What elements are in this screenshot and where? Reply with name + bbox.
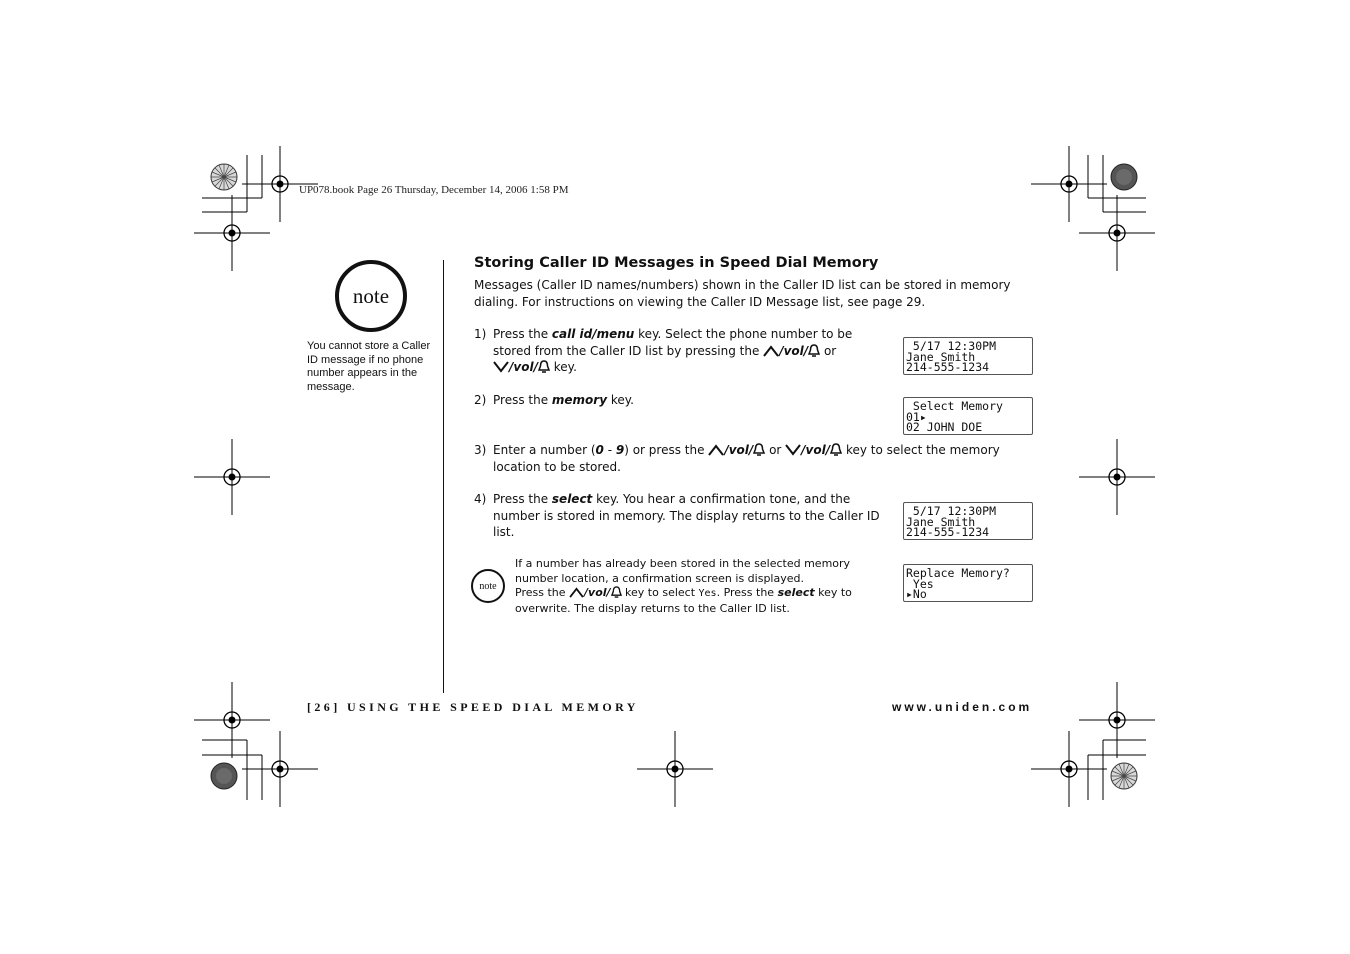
- note-icon: [471, 569, 505, 603]
- lcd-display-caller-id-return: 5/17 12:30PM Jane Smith 214-555-1234: [903, 502, 1033, 540]
- step-number: 1): [474, 327, 487, 341]
- section-intro: Messages (Caller ID names/numbers) shown in the Caller ID list can be stored in memory dialing. For instructions on viewing the Caller ID Message list, see page 29.: [474, 278, 1011, 309]
- bell-icon: [611, 586, 622, 598]
- step-number: 3): [474, 443, 487, 457]
- print-header: UP078.book Page 26 Thursday, December 14, 2006 1:58 PM: [299, 184, 569, 196]
- key-memory: memory: [551, 393, 608, 407]
- bell-icon: [830, 443, 842, 456]
- bell-icon: [538, 360, 550, 373]
- step-1: [474, 326, 894, 376]
- note-icon: [335, 260, 407, 332]
- note-icon-label: note: [352, 283, 390, 308]
- key-select: select: [551, 492, 593, 506]
- vol-down-key: /vol/: [785, 443, 842, 457]
- up-arrow-icon: [569, 587, 584, 598]
- inline-note: [515, 557, 895, 616]
- step-text: Press the call id/menu key. Select the phone number to be stored from the Caller ID list by pressing the /vol/ or /vol/ key.: [493, 327, 853, 374]
- section-title: Storing Caller ID Messages in Speed Dial Memory: [474, 255, 879, 271]
- column-divider: [443, 260, 444, 693]
- page-footer-section: [26] USING THE SPEED DIAL MEMORY: [307, 700, 639, 714]
- vol-up-key: /vol/: [763, 344, 820, 358]
- step-number: 2): [474, 393, 487, 407]
- step-4: [474, 491, 890, 541]
- step-text: Enter a number (0 - 9) or press the /vol/ or /vol/ key to select the memory location to be stored.: [493, 443, 1000, 474]
- step-number: 4): [474, 492, 487, 506]
- step-text: Press the select key. You hear a confirmation tone, and the number is stored in memory. The display returns to the Caller ID list.: [493, 492, 880, 539]
- up-arrow-icon: [708, 444, 724, 456]
- page-footer-url: www.uniden.com: [892, 700, 1033, 714]
- bell-icon: [808, 344, 820, 357]
- inline-note-line1: If a number has already been stored in the selected memory number location, a confirmation screen is displayed.: [515, 557, 851, 585]
- step-text: Press the memory key.: [493, 393, 634, 407]
- key-9: 9: [615, 443, 625, 457]
- vol-down-key: /vol/: [493, 360, 550, 374]
- step-3: [474, 442, 1034, 475]
- bell-icon: [753, 443, 765, 456]
- step-2: [474, 392, 894, 409]
- down-arrow-icon: [785, 444, 801, 456]
- yes-option: Yes: [698, 588, 717, 599]
- key-call-id-menu: call id/menu: [551, 327, 635, 341]
- lcd-display-select-memory: Select Memory 01▸ 02 JOHN DOE: [903, 397, 1033, 435]
- key-0: 0: [595, 443, 604, 457]
- vol-up-key: /vol/: [708, 443, 765, 457]
- vol-up-key: /vol/: [569, 586, 622, 599]
- lcd-display-replace-memory: Replace Memory? Yes ▸No: [903, 564, 1033, 602]
- note-icon-label: note: [479, 580, 497, 592]
- up-arrow-icon: [763, 345, 779, 357]
- key-select: select: [777, 586, 815, 599]
- sidebar-note: You cannot store a Caller ID message if no phone number appears in the message.: [307, 340, 431, 393]
- lcd-display-caller-id: 5/17 12:30PM Jane Smith 214-555-1234: [903, 337, 1033, 375]
- down-arrow-icon: [493, 361, 509, 373]
- inline-note-line2: Press the /vol/ key to select Yes. Press the select key to overwrite. The display returns to the Caller ID list.: [515, 586, 852, 615]
